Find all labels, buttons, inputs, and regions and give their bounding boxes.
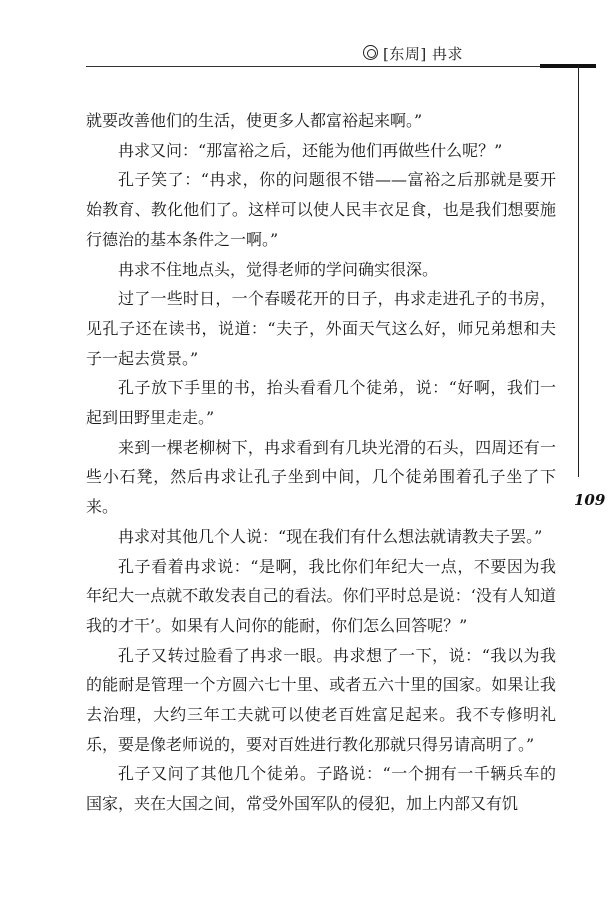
header-rule bbox=[86, 66, 584, 67]
paragraph: 孔子又问了其他几个徒弟。子路说：“一个拥有一千辆兵车的国家，夹在大国之间，常受外国军队的侵犯，加上内部又有饥 bbox=[86, 764, 556, 814]
paragraph: 就要改善他们的生活，使更多人都富裕起来啊。” bbox=[86, 111, 423, 130]
paragraph: 孔子放下手里的书，抬头看看几个徒弟，说：“好啊，我们一起到田野里走走。” bbox=[86, 378, 556, 428]
paragraph: 冉求对其他几个人说：“现在我们有什么想法就请教夫子罢。” bbox=[118, 526, 543, 546]
body-text bbox=[86, 106, 556, 819]
paragraph: 孔子又转过脸看了冉求一眼。冉求想了一下，说：“我以为我的能耐是管理一个方圆六七十里、或者五六十里的国家。如果让我去治理，大约三年工夫就可以使老百姓富足起来。我不专修明礼乐，要是像老师说的，要对百姓进行教化那就只得另请高明了。” bbox=[86, 645, 556, 754]
running-header bbox=[363, 43, 583, 65]
header-rule-accent bbox=[540, 64, 596, 68]
page-number: 109 bbox=[574, 491, 606, 509]
circle-emblem-icon bbox=[363, 45, 378, 60]
side-rule bbox=[578, 66, 579, 477]
paragraph: 孔子看着冉求说：“是啊，我比你们年纪大一点，不要因为我年纪大一点就不敢发表自己的看法。你们平时总是说：‘没有人知道我的才干’。如果有人问你的能耐，你们怎么回答呢？” bbox=[86, 556, 556, 635]
paragraph: 来到一棵老柳树下，冉求看到有几块光滑的石头，四周还有一些小石凳，然后冉求让孔子坐到中间，几个徒弟围着孔子坐了下来。 bbox=[86, 437, 556, 517]
paragraph: 冉求又问：“那富裕之后，还能为他们再做些什么呢？” bbox=[118, 140, 503, 160]
paragraph: 过了一些时日，一个春暖花开的日子，冉求走进孔子的书房，见孔子还在读书，说道：“夫子，外面天气这么好，师兄弟想和夫子一起去赏景。” bbox=[86, 289, 556, 368]
paragraph: 孔子笑了：“冉求，你的问题很不错——富裕之后那就是要开始教育、教化他们了。这样可以使人民丰衣足食，也是我们想要施行德治的基本条件之一啊。” bbox=[86, 170, 556, 249]
header-title: [东周] 冉求 bbox=[383, 45, 463, 63]
paragraph: 冉求不住地点头，觉得老师的学问确实很深。 bbox=[118, 259, 439, 279]
